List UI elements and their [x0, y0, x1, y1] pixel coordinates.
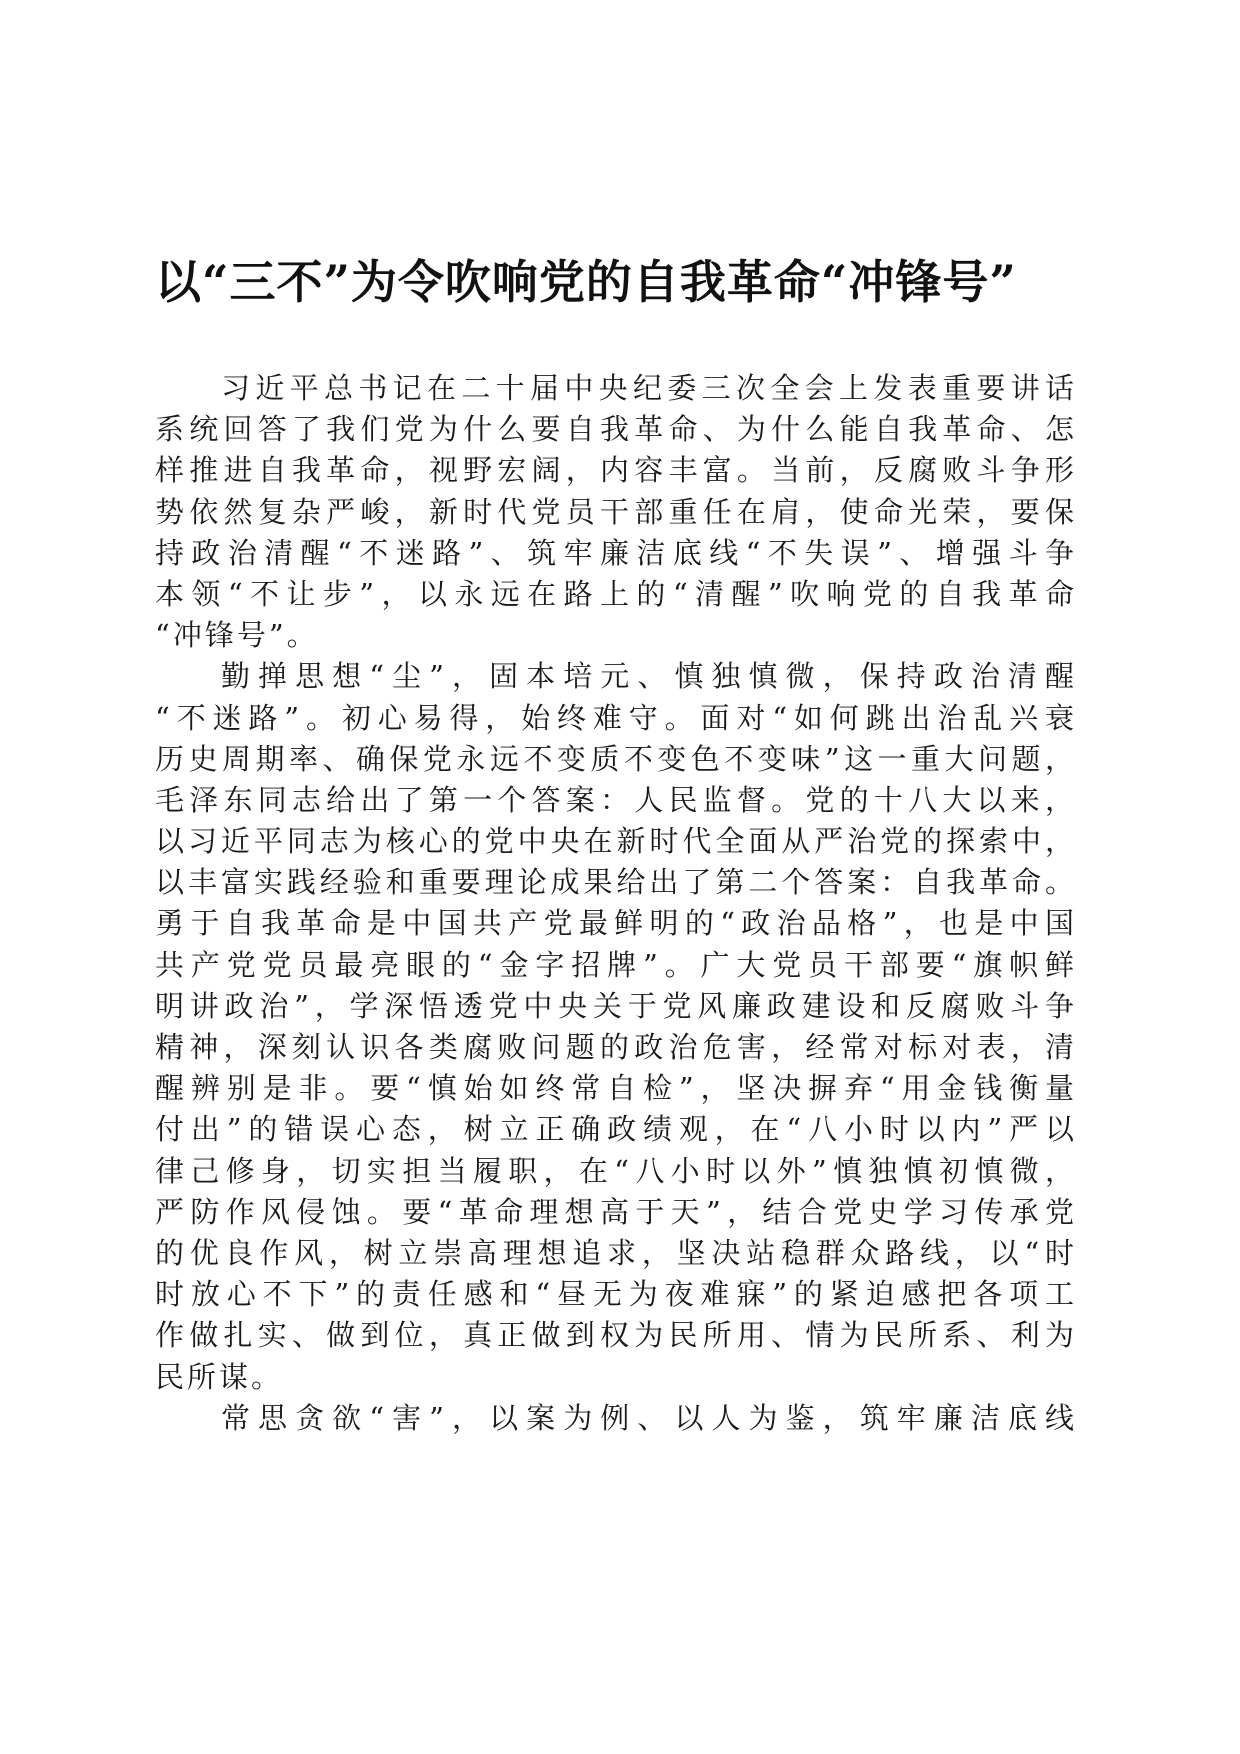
- text-line: 以丰富实践经验和重要理论成果给出了第二个答案：自我革命。: [155, 865, 1077, 900]
- text-line: 勤掸思想“尘”，固本培元、慎独慎微，保持政治清醒: [221, 659, 1077, 694]
- text-line: 律己修身，切实担当履职，在“八小时以外”慎独慎初慎微，: [155, 1153, 1077, 1188]
- text-line: 严防作风侵蚀。要“革命理想高于天”，结合党史学习传承党: [155, 1194, 1077, 1229]
- text-line: “冲锋号”。: [155, 618, 319, 653]
- document-title: 以“三不”为令吹响党的自我革命“冲锋号”: [155, 255, 1017, 309]
- text-line: 精神，深刻认识各类腐败问题的政治危害，经常对标对表，清: [155, 1030, 1077, 1064]
- text-line: 勇于自我革命是中国共产党最鲜明的“政治品格”，也是中国: [155, 906, 1077, 941]
- text-line: 共产党党员最亮眼的“金字招牌”。广大党员干部要“旗帜鲜: [155, 947, 1077, 982]
- text-line: 以习近平同志为核心的党中央在新时代全面从严治党的探索中，: [155, 824, 1077, 859]
- text-line: 常思贪欲“害”，以案为例、以人为鉴，筑牢廉洁底线: [221, 1400, 1077, 1435]
- text-line: 势依然复杂严峻，新时代党员干部重任在肩，使命光荣，要保: [155, 494, 1077, 529]
- text-line: 历史周期率、确保党永远不变质不变色不变味”这一重大问题，: [155, 741, 1077, 776]
- text-line: 的优良作风，树立崇高理想追求，坚决站稳群众路线，以“时: [155, 1235, 1077, 1270]
- document-body: [155, 368, 1077, 1439]
- text-line: “不迷路”。初心易得，始终难守。面对“如何跳出治乱兴衰: [155, 700, 1077, 735]
- text-line: 作做扎实、做到位，真正做到权为民所用、情为民所系、利为: [155, 1318, 1077, 1353]
- text-line: 民所谋。: [155, 1359, 284, 1394]
- text-line: 习近平总书记在二十届中央纪委三次全会上发表重要讲话: [221, 371, 1077, 405]
- text-line: 醒辨别是非。要“慎始如终常自检”，坚决摒弃“用金钱衡量: [155, 1071, 1077, 1106]
- text-line: 本领“不让步”，以永远在路上的“清醒”吹响党的自我革命: [155, 576, 1077, 611]
- text-line: 明讲政治”，学深悟透党中央关于党风廉政建设和反腐败斗争: [155, 988, 1077, 1023]
- text-line: 毛泽东同志给出了第一个答案：人民监督。党的十八大以来，: [155, 782, 1077, 817]
- text-line: 样推进自我革命，视野宏阔，内容丰富。当前，反腐败斗争形: [155, 453, 1077, 488]
- text-line: 持政治清醒“不迷路”、筑牢廉洁底线“不失误”、增强斗争: [155, 535, 1077, 570]
- text-line: 付出”的错误心态，树立正确政绩观，在“八小时以内”严以: [155, 1112, 1077, 1147]
- text-line: 时放心不下”的责任感和“昼无为夜难寐”的紧迫感把各项工: [155, 1277, 1077, 1312]
- text-line: 系统回答了我们党为什么要自我革命、为什么能自我革命、怎: [155, 412, 1077, 447]
